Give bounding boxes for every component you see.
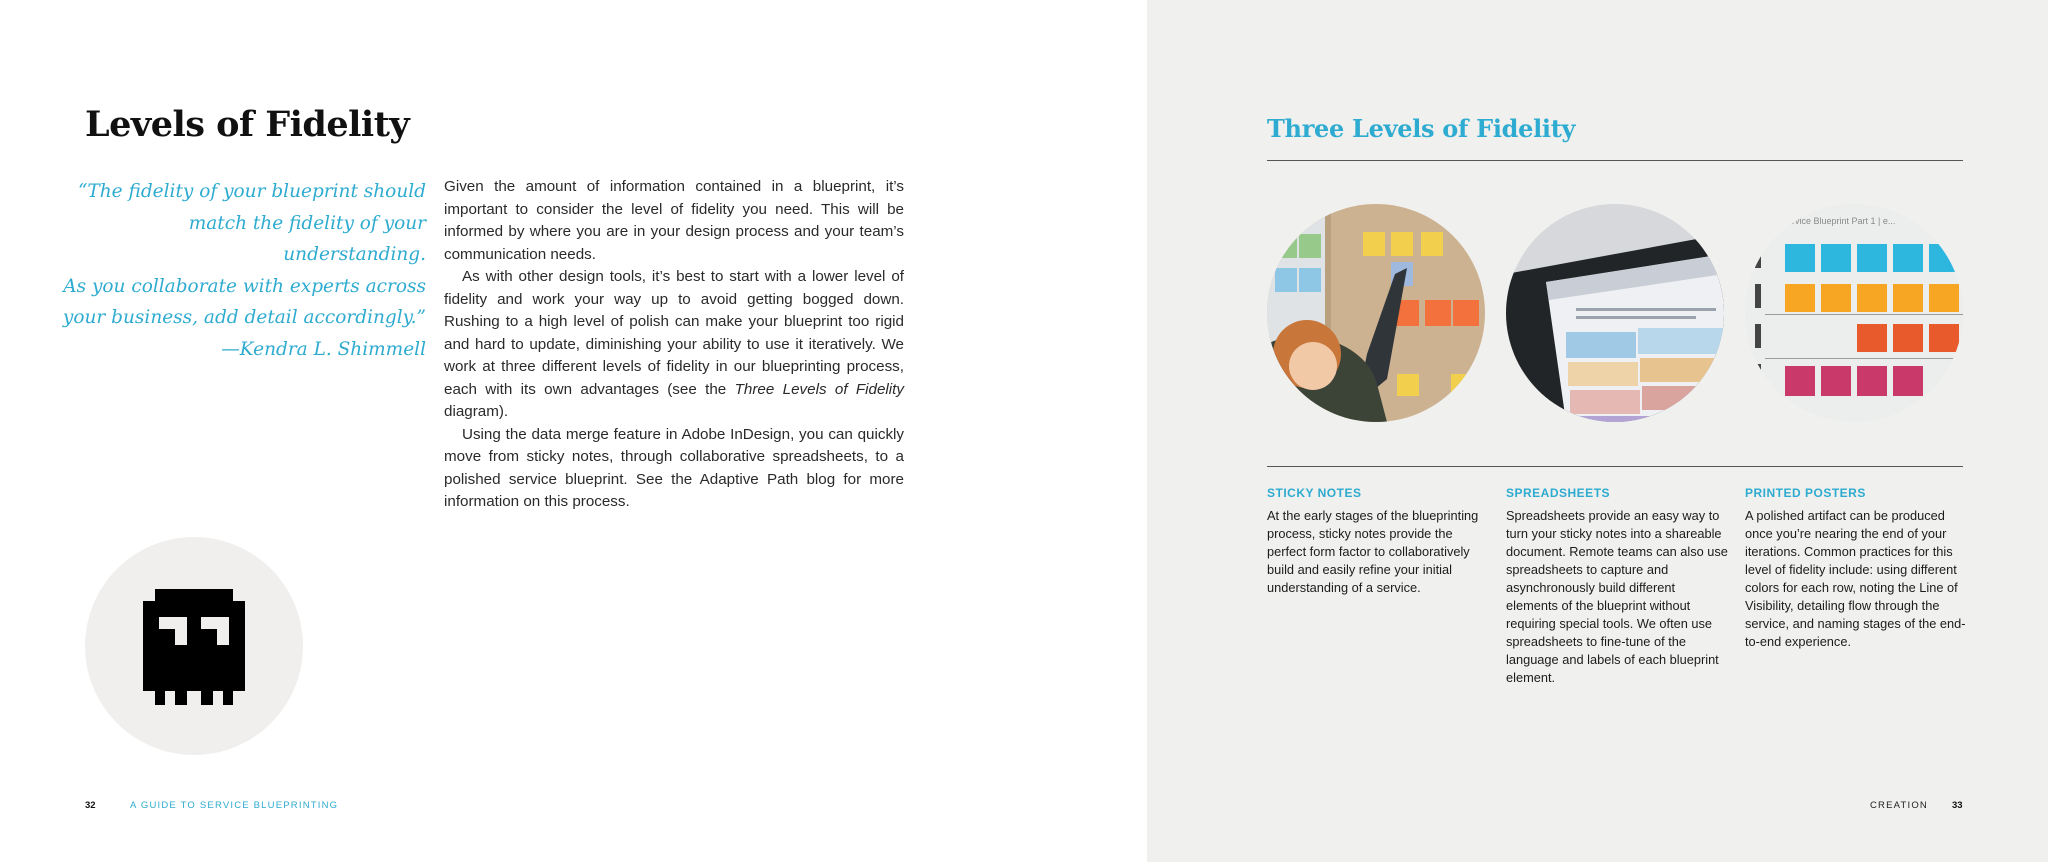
column-text: A polished artifact can be produced once you’re nearing the end of your iterations. Common practices for this level of fidelity include: using different colors for each row, noting the Line of Visibility, detailing flow through the service, and naming stages of the end-to-end experience.: [1745, 508, 1966, 649]
fidelity-column-spreadsheets: [1506, 486, 1728, 687]
divider: [1267, 466, 1963, 467]
ghost-icon-badge: [85, 537, 303, 755]
body-text: [444, 176, 904, 514]
diagram-reference: Three Levels of Fidelity: [734, 380, 904, 398]
quote-line: “The fidelity of your blueprint should: [77, 181, 426, 202]
quote-line: your business, add detail accordingly.”: [62, 307, 426, 328]
running-section: CREATION: [1870, 800, 1928, 811]
column-heading: PRINTED POSTERS: [1745, 486, 1866, 500]
page-title: Levels of Fidelity: [85, 104, 410, 145]
section-title: Three Levels of Fidelity: [1267, 114, 1576, 143]
column-text: At the early stages of the blueprinting process, sticky notes provide the perfect form factor to collaboratively build and easily refine your initial understanding of a service.: [1267, 508, 1479, 595]
column-text: Spreadsheets provide an easy way to turn your sticky notes into a shareable document. Remote teams can also use spreadsheets to capture and asynchronously build different elements of the blueprint without requiring special tools. We often use spreadsheets to fine-tune of the language and labels of each blueprint element.: [1506, 508, 1728, 685]
printed-poster-photo: [1745, 204, 1963, 422]
body-paragraph: As with other design tools, it’s best to start with a lower level of fidelity and work your way up to avoid getting bogged down. Rushing to a high level of polish can make your blueprint too rigid and hard to update, diminishing your ability to use it iteratively. We work at three different levels of fidelity in our blueprinting process, each with its own advantages (see the Three Levels of Fidelity diagram).: [444, 268, 904, 420]
page-number: 32: [85, 800, 96, 811]
running-title: A GUIDE TO SERVICE BLUEPRINTING: [130, 800, 339, 811]
poster-caption: Service Blueprint Part 1 | e...: [1781, 216, 1896, 226]
column-heading: STICKY NOTES: [1267, 486, 1362, 500]
fidelity-column-sticky-notes: [1267, 486, 1489, 597]
page-number: 33: [1952, 800, 1963, 811]
spreadsheet-laptop-photo: [1506, 204, 1724, 422]
pixel-ghost-icon: [143, 589, 245, 705]
quote-line: As you collaborate with experts across: [63, 275, 426, 297]
fidelity-column-printed-posters: [1745, 486, 1967, 651]
body-paragraph: Given the amount of information contained in a blueprint, it’s important to consider the level of fidelity you need. This will be informed by where you are in your design process and your team’s communication needs.: [444, 178, 904, 263]
sticky-notes-photo: [1267, 204, 1485, 422]
quote-author: —Kendra L. Shimmell: [221, 338, 426, 360]
pull-quote: [60, 176, 426, 365]
body-paragraph: Using the data merge feature in Adobe InDesign, you can quickly move from sticky notes, through collaborative spreadsheets, to a polished service blueprint. See the Adaptive Path blog for more information on this process.: [444, 425, 904, 510]
quote-line: match the fidelity of your understanding.: [188, 212, 426, 265]
divider: [1267, 160, 1963, 161]
column-heading: SPREADSHEETS: [1506, 486, 1611, 500]
